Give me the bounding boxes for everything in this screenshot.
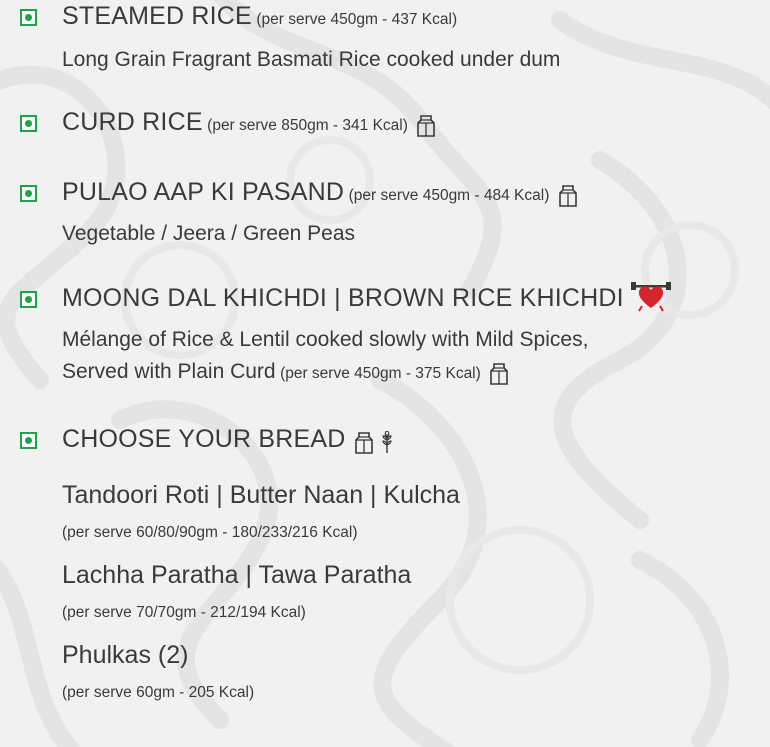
- bread-option-kcal: (per serve 60gm - 205 Kcal): [62, 684, 255, 701]
- milk-carton-icon: [416, 114, 436, 138]
- item-description: Long Grain Fragrant Basmati Rice cooked under dum: [62, 48, 561, 71]
- milk-carton-icon: [489, 362, 509, 386]
- heart-dumbbell-icon: [630, 278, 672, 312]
- milk-carton-icon: [354, 431, 374, 455]
- menu-item-khichdi: [20, 284, 770, 388]
- veg-indicator-icon: [20, 185, 37, 202]
- item-description-line2: Served with Plain Curd: [62, 360, 276, 383]
- item-title: STEAMED RICE: [62, 2, 252, 30]
- milk-carton-icon: [558, 184, 578, 208]
- bread-option-kcal: (per serve 70/70gm - 212/194 Kcal): [62, 604, 306, 621]
- item-title: MOONG DAL KHICHDI | BROWN RICE KHICHDI: [62, 284, 624, 312]
- veg-indicator-icon: [20, 9, 37, 26]
- veg-indicator-icon: [20, 291, 37, 308]
- bread-option-name: Phulkas (2): [62, 641, 189, 669]
- item-title: CHOOSE YOUR BREAD: [62, 425, 346, 453]
- item-title: PULAO AAP KI PASAND: [62, 178, 345, 206]
- veg-indicator-icon: [20, 432, 37, 449]
- item-kcal: (per serve 450gm - 375 Kcal): [280, 365, 481, 382]
- menu-item-curd-rice: [20, 108, 770, 148]
- wheat-icon: [380, 431, 394, 455]
- bread-option-kcal: (per serve 60/80/90gm - 180/233/216 Kcal): [62, 524, 358, 541]
- item-kcal: (per serve 850gm - 341 Kcal): [207, 117, 408, 134]
- item-kcal: (per serve 450gm - 437 Kcal): [256, 11, 458, 28]
- item-title: CURD RICE: [62, 108, 203, 136]
- bread-option-name: Lachha Paratha | Tawa Paratha: [62, 561, 412, 589]
- menu-item-steamed-rice: [20, 2, 770, 78]
- bread-option-name: Tandoori Roti | Butter Naan | Kulcha: [62, 481, 460, 509]
- item-description-line1: Mélange of Rice & Lentil cooked slowly with Mild Spices,: [62, 328, 589, 351]
- menu-item-pulao: [20, 178, 770, 254]
- veg-indicator-icon: [20, 115, 37, 132]
- item-description: Vegetable / Jeera / Green Peas: [62, 222, 356, 245]
- menu-item-bread: [20, 425, 770, 747]
- item-kcal: (per serve 450gm - 484 Kcal): [348, 187, 550, 204]
